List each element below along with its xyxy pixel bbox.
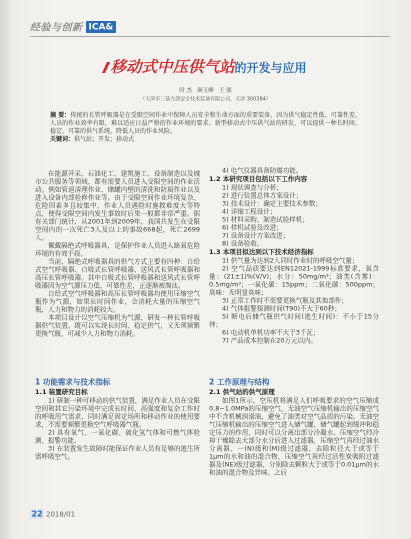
list-item: 7) 产品成本控制在20万元以内。 xyxy=(222,337,318,345)
keywords-text: 供气站；开发；移动式 xyxy=(74,135,135,143)
page-number: 22 xyxy=(31,509,43,519)
abstract-text: 传统的长管呼吸器是在受限空间作业中保障人员安全和生命方面的重要装备，因为供气稳定性低、可靠性差，人员的作业效率有限，难以适应日益严格的作业环境的要求。新型移动式中压供气站的研发，可以提供一种长时间、稳定、可靠的供气系统，降低人员的作业风险。 xyxy=(50,111,361,135)
section-heading: 2 工作原理与结构 xyxy=(209,377,270,387)
header-rule xyxy=(30,36,390,37)
paragraph: 佩戴隔绝式呼吸器具，是保护作业人员进入缺氧危险环境的有效手段。 xyxy=(35,242,200,258)
affiliation: （天津市三基九创安全技术装备有限公司，天津 300384） xyxy=(140,96,271,102)
article-title xyxy=(0,57,411,80)
right-column-upper xyxy=(209,167,379,345)
paragraph: 如图1所示，空压机将满足人们呼吸要求的空气压缩成0.8~1.0MPa的压缩空气，无油空气压缩机输出的压缩空气中不含机械润滑油，避免了油类对空气品质的污染。无油空气压缩机输出的压缩空气进入储气罐，储气罐起到缓冲和稳定压力的作用，同时可以分离出部分冷凝水。压缩空气经冷却干燥除去大部分水分后进入过滤器，压缩空气再经过油水分离器、一(N)级和(M)级过滤器，去除粒径大于或等于1μm的水和油的混合物，压缩空气再经过活性炭吸附过滤器及(NE)级过滤器，分别除去颗粒大于或等于0.01μm的水和油的混合物及异味。之后 xyxy=(209,397,379,477)
title-main: 移动式中压供气站 xyxy=(110,58,235,76)
column-name: 经验与创新 xyxy=(30,21,83,33)
issue-date: 2018/01 xyxy=(46,510,76,519)
list-item: 5) 材料采购、制造试验样机； xyxy=(222,216,309,224)
paragraph: 当前，隔绝式呼吸器具的供气方式主要有四种：自给式空气呼吸器、自吸式长管呼吸器、送风式长管呼吸器和高压长管呼吸器。其中自吸式长管呼吸器和送风式长管呼吸器因为空气源压力低，可靠性差，正逐渐被淘汰。 xyxy=(35,258,200,290)
list-item: 3) 在装置发生故障时能保证作业人员有足够的逃生所需呼吸空气。 xyxy=(35,445,200,461)
list-item: 1) 现状调查与分析； xyxy=(222,184,283,192)
section-heading: 1 功能需求与技术指标 xyxy=(35,377,111,387)
list-item: 3) 技术设计：确定主要技术参数； xyxy=(222,200,322,208)
list-item: 3) 正常工作时不需要更换气瓶及其他部件； xyxy=(222,297,348,305)
left-column-intro xyxy=(35,170,200,338)
list-item: 2) 空气品质要达到EN12021-1999标准要求，氧含量：(21±1)%(V/V)；水分：50mg/m³；油类(含雾)：0.5mg/m³；一氧化碳：15ppm；二氧化碳：500ppm；臭味：无明显臭味； xyxy=(209,265,379,297)
keywords xyxy=(50,135,361,143)
paragraph: 自给式空气呼吸器和高压长管呼吸器均使用压缩空气瓶作为气源，如果长时间作业，会消耗大量的压缩空气瓶，人力和物力的消耗较大。 xyxy=(35,290,200,314)
subsection-heading: 2.1 供气站的供气原理 xyxy=(209,388,275,396)
list-item: 6) 电动机单机功率不大于3千瓦； xyxy=(222,329,320,337)
list-item: 5) 断电后储气瓶供气时间(逃生时间)：不小于15分钟； xyxy=(209,313,379,329)
list-item: 8) 设备验收。 xyxy=(222,240,264,248)
list-item: 2) 进行装置总体方案设计； xyxy=(222,192,303,200)
abstract xyxy=(50,111,361,135)
paragraph: 本项目设计以空气压缩机为气源，研发一种长管呼吸器供气装置，既可以实现长时间、稳定供气，又无须频繁更换气瓶，可减少人力和物力消耗。 xyxy=(35,314,200,338)
subsection-heading: 1.2 本研究项目包括以下工作内容 xyxy=(209,175,308,183)
title-suffix: 的开发与应用 xyxy=(234,61,307,75)
keywords-label: 关键词： xyxy=(50,135,75,143)
paragraph: 在能源开采、石油化工、建筑施工、设备制造以及城市公共服务等领域，都有需要人员进入受限空间的作业活动。例如管道清理作业、储罐内壁的清洗和防腐作业以及进入设备内部检修作业等。由于受限空间作业环境复杂、危险因素多且较集中，作业人员遇险时施救难度大等特点，使得受限空间内发生事故时后果一般都非常严重。据有关部门统计，从2001年到2009年，我国共发生在受限空间内的一次死亡3人及以上的事故668起，死亡2699人。 xyxy=(35,170,200,242)
subsection-heading: 1.3 本项目拟达到以下技术经济指标 xyxy=(209,248,314,256)
list-item: 4) 气体报警探测时间(T90)不大于60秒； xyxy=(222,305,341,313)
title-ornament xyxy=(102,62,110,73)
abstract-label: 摘 要： xyxy=(50,111,71,119)
list-item: 6) 样机试验及改进； xyxy=(222,224,283,232)
subsection-heading: 1.1 装置研究目标 xyxy=(35,388,88,396)
list-item: 1) 研制一种可移动的供气装置，满足作业人员在受限空间和其它污染环境中完成长时间、高强度和复杂工作时的呼吸用气需求，同时满足固定场所和移动作业的使用要求，不需要频繁更换空气呼吸器气瓶。 xyxy=(35,397,200,429)
list-item: 4) 电气仪器具备防爆功能。 xyxy=(222,167,303,175)
list-item: 2) 具有氧气、一氧化碳、硫化氢气体和可燃气体检测、报警功能。 xyxy=(35,429,200,445)
journal-logo: ICA& xyxy=(86,21,116,33)
abstract-block xyxy=(50,111,361,143)
authors: 时 杰 颜玉峰 王 强 xyxy=(179,87,232,94)
list-item: 7) 设备设计方案改进； xyxy=(222,232,290,240)
list-item: 1) 供气量为达到2人同时作业时的呼吸空气量； xyxy=(222,257,359,265)
right-column-section-2 xyxy=(209,377,379,477)
left-column-section-1 xyxy=(35,377,200,461)
list-item: 4) 详细工程设计； xyxy=(222,208,277,216)
